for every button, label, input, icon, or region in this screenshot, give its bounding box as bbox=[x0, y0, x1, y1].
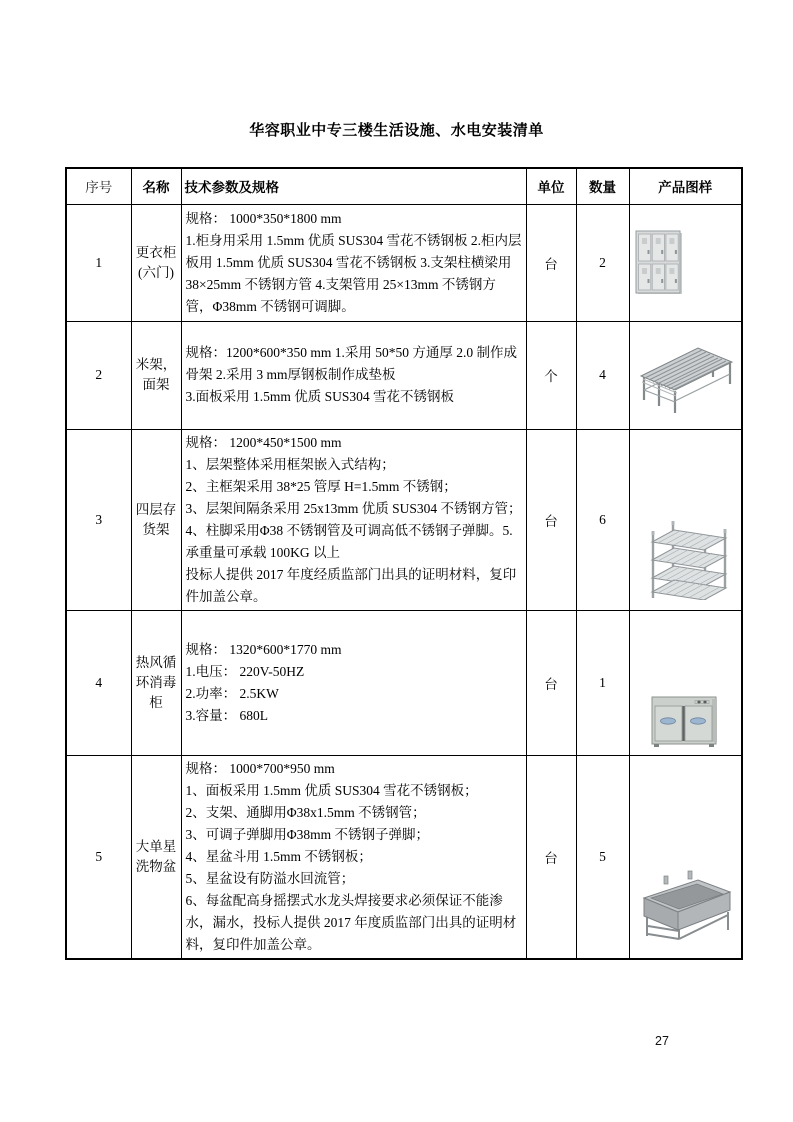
six-door-locker-image bbox=[635, 230, 683, 296]
cell-product-image bbox=[629, 610, 742, 755]
spec-line: 规格： 1320*600*1770 mm bbox=[185, 641, 342, 657]
cell-serial: 3 bbox=[66, 429, 131, 610]
spec-line: 2.功率： 2.5KW bbox=[185, 685, 279, 701]
spec-line: 5、星盆设有防溢水回流管； bbox=[185, 870, 355, 886]
cell-serial: 4 bbox=[66, 610, 131, 755]
col-header-name: 名称 bbox=[131, 168, 181, 204]
cell-qty: 6 bbox=[576, 429, 629, 610]
spec-line: 4、星盆斗用 1.5mm 不锈钢板； bbox=[185, 848, 372, 864]
slatted-rack-image bbox=[635, 335, 735, 415]
cell-unit: 个 bbox=[526, 321, 576, 429]
col-header-spec: 技术参数及规格 bbox=[181, 168, 526, 204]
name-line: (六门) bbox=[138, 264, 174, 280]
name-line: 环消毒 bbox=[135, 674, 177, 690]
spec-line: 规格：1200*600*350 mm 1.采用 50*50 方通厚 2.0 制作成骨架 2.采用 3 mm厚钢板制作成垫板 bbox=[185, 345, 518, 382]
spec-line: 2、主框架采用 38*25 管厚 H=1.5mm 不锈钢； bbox=[185, 478, 457, 494]
name-line: 四层存 bbox=[135, 501, 177, 517]
cell-product-image bbox=[629, 204, 742, 321]
col-header-unit: 单位 bbox=[526, 168, 576, 204]
spec-line: 1、层架整体采用框架嵌入式结构； bbox=[185, 456, 395, 472]
cell-name bbox=[131, 204, 181, 321]
name-line: 洗物盆 bbox=[135, 858, 177, 874]
col-header-qty: 数量 bbox=[576, 168, 629, 204]
spec-line: 1.柜身用采用 1.5mm 优质 SUS304 雪花不锈钢板 2.柜内层板用 1.5mm 优质 SUS304 雪花不锈钢板 3.支架柱横梁用 38×25mm 不锈钢方管 4.支架管用 25×13mm 不锈钢方管，Φ38mm 不锈钢可调脚。 bbox=[185, 232, 522, 314]
cell-serial: 2 bbox=[66, 321, 131, 429]
name-line: 面架 bbox=[142, 377, 170, 392]
cell-spec bbox=[181, 610, 526, 755]
table-row bbox=[66, 755, 742, 959]
cell-name bbox=[131, 321, 181, 429]
spec-line: 规格： 1000*350*1800 mm bbox=[185, 210, 342, 226]
spec-line: 投标人提供 2017 年度经质监部门出具的证明材料，复印件加盖公章。 bbox=[185, 566, 517, 604]
spec-line: 3.容量： 680L bbox=[185, 707, 268, 723]
cell-unit: 台 bbox=[526, 429, 576, 610]
spec-line: 3.面板采用 1.5mm 优质 SUS304 雪花不锈钢板 bbox=[185, 389, 455, 404]
four-tier-shelf-image bbox=[641, 512, 729, 600]
spec-line: 6、每盆配高身摇摆式水龙头焊接要求必须保证不能渗水，漏水，投标人提供 2017 年度质监部门出具的证明材料，复印件加盖公章。 bbox=[185, 892, 517, 952]
table-row bbox=[66, 204, 742, 321]
cell-name bbox=[131, 429, 181, 610]
page-number: 27 bbox=[655, 1034, 669, 1048]
cell-qty: 2 bbox=[576, 204, 629, 321]
cell-spec bbox=[181, 204, 526, 321]
cell-qty: 1 bbox=[576, 610, 629, 755]
cell-serial: 5 bbox=[66, 755, 131, 959]
cell-qty: 5 bbox=[576, 755, 629, 959]
spec-line: 规格： 1000*700*950 mm bbox=[185, 760, 335, 776]
cell-spec bbox=[181, 429, 526, 610]
cell-serial: 1 bbox=[66, 204, 131, 321]
cell-name bbox=[131, 610, 181, 755]
spec-line: 4、柱脚采用Φ38 不锈钢管及可调高低不锈钢子弹脚。5.承重量可承载 100KG 以上 bbox=[185, 522, 513, 560]
cell-product-image bbox=[629, 429, 742, 610]
cell-product-image bbox=[629, 755, 742, 959]
cell-spec bbox=[181, 755, 526, 959]
cell-name bbox=[131, 755, 181, 959]
name-line: 更衣柜 bbox=[135, 244, 177, 260]
col-header-image: 产品图样 bbox=[629, 168, 742, 204]
cell-qty: 4 bbox=[576, 321, 629, 429]
name-line: 货架 bbox=[142, 521, 170, 537]
disinfection-cabinet-image bbox=[651, 694, 719, 748]
table-row bbox=[66, 429, 742, 610]
cell-unit: 台 bbox=[526, 610, 576, 755]
spec-line: 2、支架、通脚用Φ38x1.5mm 不锈钢管； bbox=[185, 804, 426, 820]
page-title: 华容职业中专三楼生活设施、水电安装清单 bbox=[249, 123, 544, 139]
equipment-spec-table bbox=[65, 167, 743, 960]
table-row bbox=[66, 321, 742, 429]
spec-line: 规格： 1200*450*1500 mm bbox=[185, 434, 342, 450]
name-line: 大单星 bbox=[135, 838, 177, 854]
name-line: 米架， bbox=[135, 357, 177, 372]
name-line: 柜 bbox=[149, 694, 163, 710]
spec-line: 3、可调子弹脚用Φ38mm 不锈钢子弹脚； bbox=[185, 826, 429, 842]
cell-unit: 台 bbox=[526, 755, 576, 959]
single-basin-sink-image bbox=[636, 870, 734, 940]
cell-product-image bbox=[629, 321, 742, 429]
cell-spec bbox=[181, 321, 526, 429]
table-row bbox=[66, 610, 742, 755]
name-line: 热风循 bbox=[135, 654, 177, 670]
spec-line: 3、层架间隔条采用 25x13mm 优质 SUS304 不锈钢方管； bbox=[185, 500, 522, 516]
cell-unit: 台 bbox=[526, 204, 576, 321]
col-header-serial: 序号 bbox=[66, 168, 131, 204]
spec-line: 1.电压： 220V-50HZ bbox=[185, 663, 305, 679]
table-header-row bbox=[66, 168, 742, 204]
spec-line: 1、面板采用 1.5mm 优质 SUS304 雪花不锈钢板； bbox=[185, 782, 478, 798]
